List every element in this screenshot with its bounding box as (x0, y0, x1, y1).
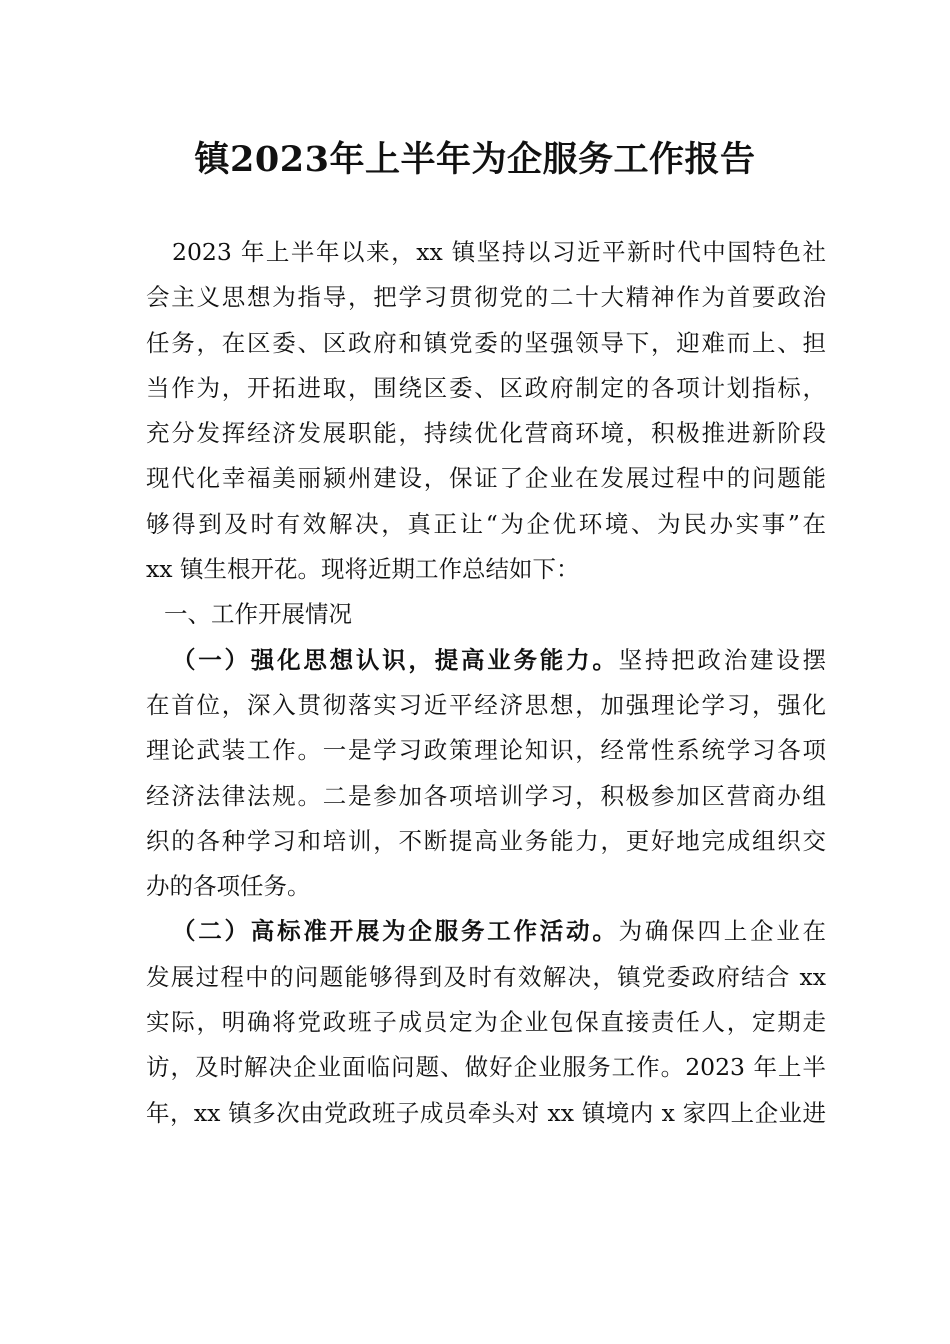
intro-paragraph (146, 230, 826, 592)
text-line: 充分发挥经济发展职能，持续优化营商环境，积极推进新阶段 (146, 419, 826, 448)
sub-section-heading: （二）高标准开展为企服务工作活动。 (172, 917, 619, 946)
text-line: 办的各项任务。 (146, 872, 311, 901)
text-line: 2023 年上半年以来，xx 镇坚持以习近平新时代中国特色社 (172, 238, 826, 266)
sub-section-first-line (146, 638, 826, 683)
sub-section-heading: （一）强化思想认识，提高业务能力。 (172, 645, 619, 674)
text-line: 够得到及时有效解决，真正让“为企优环境、为民办实事”在 (146, 509, 826, 538)
text-line: 实际，明确将党政班子成员定为企业包保直接责任人，定期走 (146, 1008, 826, 1037)
text-line: 当作为，开拓进取，围绕区委、区政府制定的各项计划指标， (146, 373, 826, 402)
text-line: 年，xx 镇多次由党政班子成员牵头对 xx 镇境内 x 家四上企业进 (146, 1098, 826, 1127)
text-line: 织的各种学习和培训，不断提高业务能力，更好地完成组织交 (146, 826, 826, 855)
text-run: 坚持把政治建设摆 (618, 645, 827, 674)
sub-section-1 (146, 638, 826, 910)
sub-section-first-line (146, 909, 826, 954)
section-heading: 一、工作开展情况 (164, 600, 352, 629)
document-body (146, 230, 826, 1136)
text-line: 现代化幸福美丽颍州建设，保证了企业在发展过程中的问题能 (146, 464, 826, 493)
text-line: 在首位，深入贯彻落实习近平经济思想，加强理论学习，强化 (146, 690, 826, 719)
text-line: 任务，在区委、区政府和镇党委的坚强领导下，迎难而上、担 (146, 328, 826, 357)
text-line: 经济法律法规。二是参加各项培训学习，积极参加区营商办组 (146, 781, 826, 810)
text-run: 为确保四上企业在 (618, 917, 827, 946)
text-line: 会主义思想为指导，把学习贯彻党的二十大精神作为首要政治 (146, 283, 826, 312)
text-line: 发展过程中的问题能够得到及时有效解决，镇党委政府结合 xx (146, 962, 826, 991)
sub-section-2 (146, 909, 826, 1135)
text-line: 访，及时解决企业面临问题、做好企业服务工作。2023 年上半 (146, 1053, 826, 1082)
document-title: 镇2023年上半年为企服务工作报告 (194, 139, 756, 180)
text-line: xx 镇生根开花。现将近期工作总结如下： (146, 555, 580, 584)
text-line: 理论武装工作。一是学习政策理论知识，经常性系统学习各项 (146, 736, 826, 765)
